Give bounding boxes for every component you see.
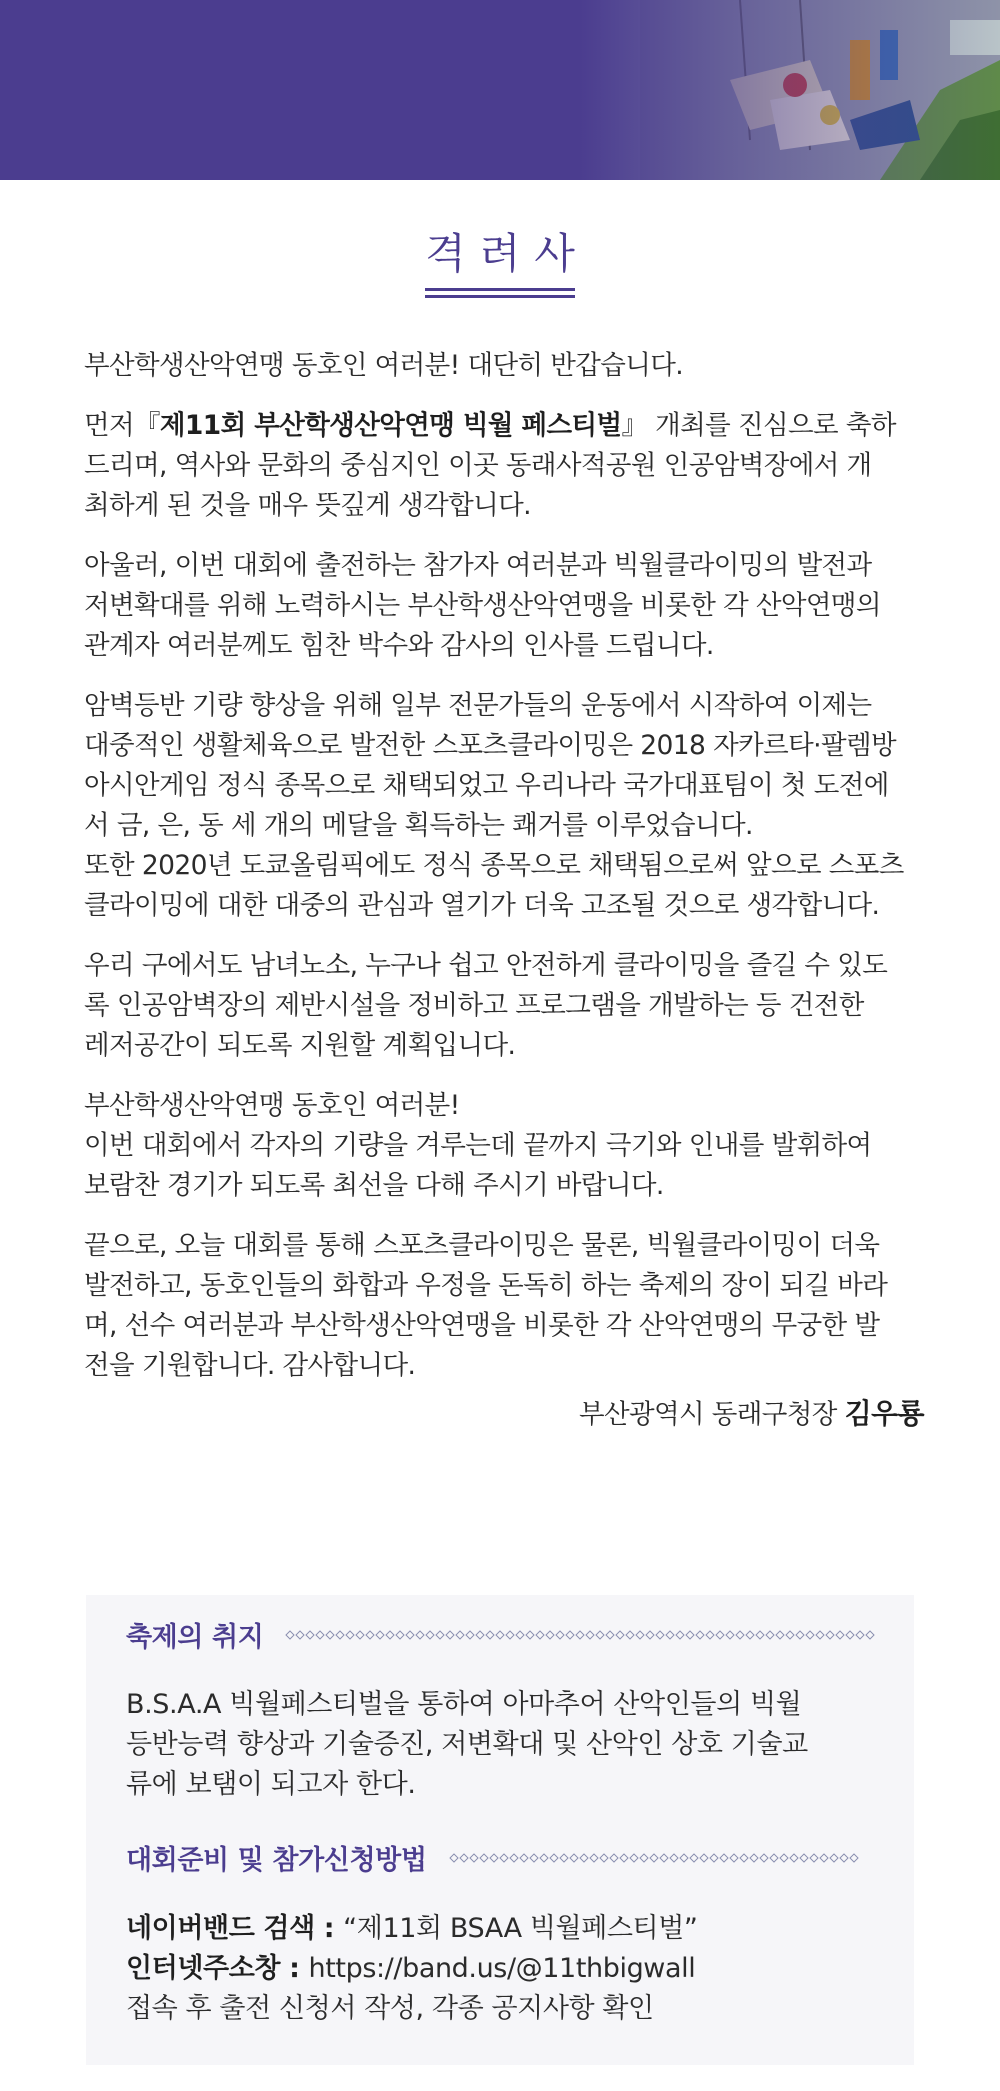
greeting-line: 부산학생산악연맹 동호인 여러분! 대단히 반갑습니다. <box>84 350 684 381</box>
letter-paragraph-4 <box>84 946 924 1066</box>
p3-line: 대중적인 생활체육으로 발전한 스포츠클라이밍은 2018 자카르타·팔렘방 <box>84 730 896 761</box>
purpose-text <box>126 1685 886 1805</box>
url-value[interactable]: https://band.us/@11thbigwall <box>308 1953 696 1984</box>
title-area <box>0 226 1000 291</box>
letter-greeting <box>84 346 924 386</box>
letter-paragraph-6 <box>84 1226 924 1386</box>
festival-info-box <box>86 1595 914 2065</box>
signature-position: 부산광역시 동래구청장 <box>578 1399 837 1430</box>
p1-prefix: 먼저『 <box>84 410 160 441</box>
p3-line: 암벽등반 기량 향상을 위해 일부 전문가들의 운동에서 시작하여 이제는 <box>84 690 872 721</box>
p2-line: 관계자 여러분께도 힘찬 박수와 감사의 인사를 드립니다. <box>84 630 714 661</box>
p4-line: 우리 구에서도 남녀노소, 누구나 쉽고 안전하게 클라이밍을 즐길 수 있도 <box>84 950 888 981</box>
title-underline <box>425 288 575 291</box>
p3-line: 클라이밍에 대한 대중의 관심과 열기가 더욱 고조될 것으로 생각합니다. <box>84 890 880 921</box>
p6-line: 며, 선수 여러분과 부산학생산악연맹을 비롯한 각 산악연맹의 무궁한 발 <box>84 1310 880 1341</box>
p6-line: 끝으로, 오늘 대회를 통해 스포츠클라이밍은 물론, 빅월클라이밍이 더욱 <box>84 1230 880 1261</box>
url-label: 인터넷주소창 : <box>126 1953 309 1984</box>
url-line <box>126 1949 886 1989</box>
purpose-divider <box>285 1630 875 1640</box>
purpose-heading <box>126 1615 875 1654</box>
event-name: 제11회 부산학생산악연맹 빅월 페스티벌 <box>159 410 622 441</box>
p1-line-2: 드리며, 역사와 문화의 중심지인 이곳 동래사적공원 인공암벽장에서 개 <box>84 450 872 481</box>
purpose-line: 류에 보탬이 되고자 한다. <box>126 1769 416 1800</box>
p5-line: 보람찬 경기가 되도록 최선을 다해 주시기 바랍니다. <box>84 1170 664 1201</box>
p2-line: 아울러, 이번 대회에 출전하는 참가자 여러분과 빅월클라이밍의 발전과 <box>84 550 872 581</box>
registration-title: 대회준비 및 참가신청방법 <box>126 1845 427 1876</box>
p4-line: 레저공간이 되도록 지원할 계획입니다. <box>84 1030 516 1061</box>
p3-line: 서 금, 은, 동 세 개의 메달을 획득하는 쾌거를 이루었습니다. <box>84 810 753 841</box>
p1-line-1 <box>84 406 924 446</box>
p6-line: 전을 기원합니다. 감사합니다. <box>84 1350 416 1381</box>
page-title: 격려사 <box>425 229 589 278</box>
p5-line: 부산학생산악연맹 동호인 여러분! <box>84 1090 460 1121</box>
p3-line: 또한 2020년 도쿄올림픽에도 정식 종목으로 채택됨으로써 앞으로 스포츠 <box>84 850 904 881</box>
registration-heading <box>126 1838 859 1877</box>
p2-line: 저변확대를 위해 노력하시는 부산학생산악연맹을 비롯한 각 산악연맹의 <box>84 590 881 621</box>
letter-paragraph-1 <box>84 406 924 526</box>
p6-line: 발전하고, 동호인들의 화합과 우정을 돈독히 하는 축제의 장이 되길 바라 <box>84 1270 888 1301</box>
p4-line: 록 인공암벽장의 제반시설을 정비하고 프로그램을 개발하는 등 건전한 <box>84 990 864 1021</box>
purpose-line: 등반능력 향상과 기술증진, 저변확대 및 산악인 상호 기술교 <box>126 1729 808 1760</box>
registration-text <box>126 1909 886 2029</box>
signature-name: 김우룡 <box>844 1397 924 1430</box>
p5-line: 이번 대회에서 각자의 기량을 겨루는데 끝까지 극기와 인내를 발휘하여 <box>84 1130 872 1161</box>
band-value: “제11회 BSAA 빅월페스티벌” <box>343 1913 698 1944</box>
registration-note: 접속 후 출전 신청서 작성, 각종 공지사항 확인 <box>126 1993 654 2024</box>
signature <box>84 1394 924 1435</box>
header-banner <box>0 0 1000 180</box>
p3-line: 아시안게임 정식 종목으로 채택되었고 우리나라 국가대표팀이 첫 도전에 <box>84 770 889 801</box>
letter-paragraph-3 <box>84 686 924 926</box>
p1-line-3: 최하게 된 것을 매우 뜻깊게 생각합니다. <box>84 490 531 521</box>
registration-divider <box>449 1853 859 1863</box>
purpose-line: B.S.A.A 빅월페스티벌을 통하여 아마추어 산악인들의 빅월 <box>126 1689 802 1720</box>
purpose-title: 축제의 취지 <box>126 1622 264 1653</box>
p1-suffix: 』 개최를 진심으로 축하 <box>621 410 896 441</box>
band-label: 네이버밴드 검색 : <box>126 1913 344 1944</box>
congratulatory-letter <box>84 346 924 1435</box>
letter-paragraph-5 <box>84 1086 924 1206</box>
letter-paragraph-2 <box>84 546 924 666</box>
band-search-line <box>126 1909 886 1949</box>
climbing-photo <box>580 0 1000 180</box>
